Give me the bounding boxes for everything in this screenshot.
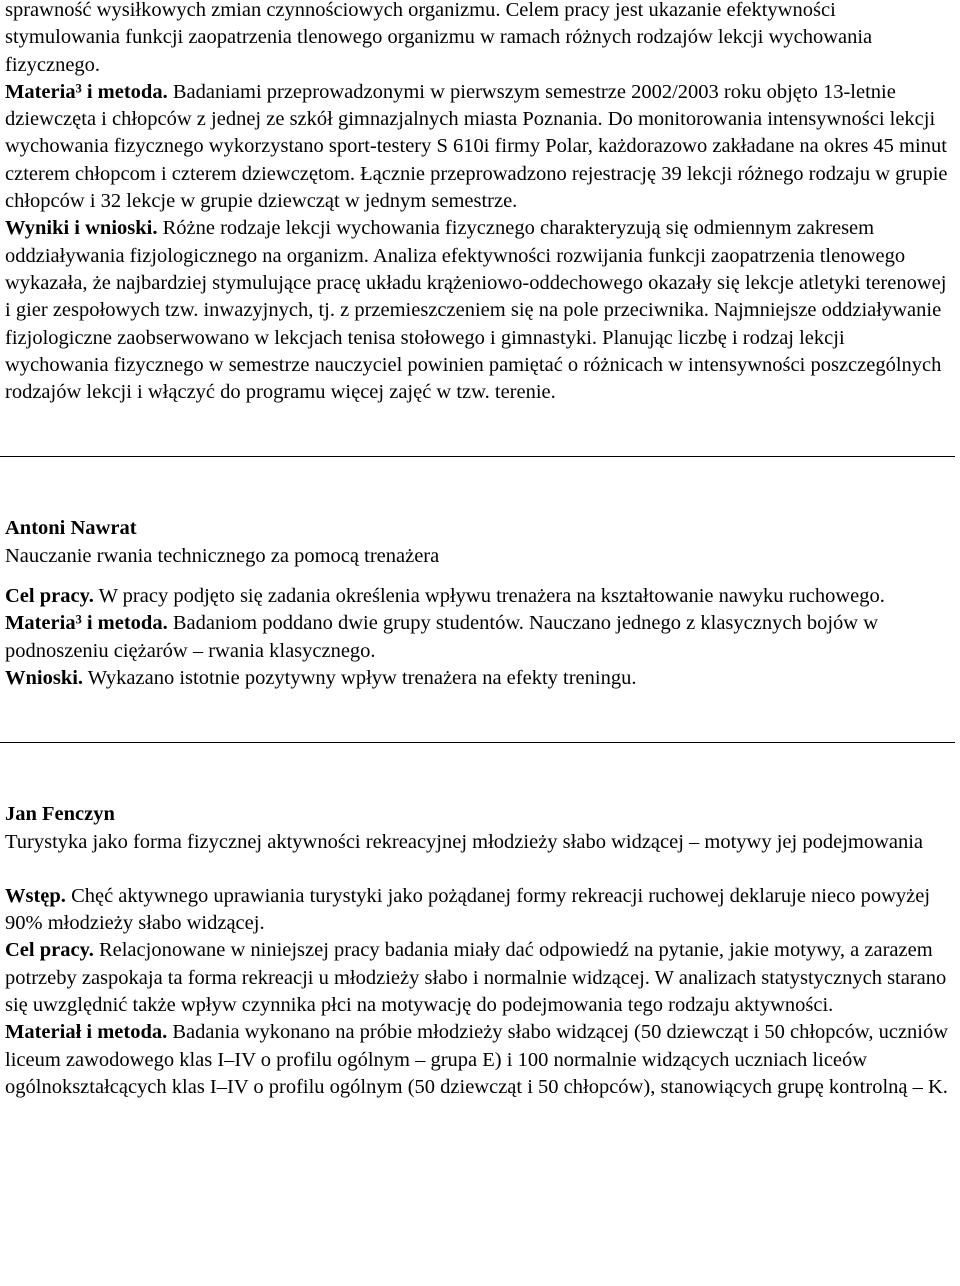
author-name: Jan Fenczyn	[5, 803, 115, 826]
results-paragraph	[5, 215, 953, 406]
aim-label: Cel pracy.	[5, 939, 94, 962]
conclusions-label: Wnioski.	[5, 666, 84, 689]
intro-label: Wstęp.	[5, 884, 66, 907]
results-label: Wyniki i wnioski.	[5, 217, 158, 240]
intro-text: Chęć aktywnego uprawiania turystyki jako pożądanej formy rekreacji ruchowej deklaruje nieco powyżej 90% młodzieży słabo widzącej.	[5, 884, 931, 935]
methods-paragraph	[5, 610, 953, 665]
aim-text: Relacjonowane w niniejszej pracy badania miały dać odpowiedź na pytanie, jakie motywy, a zarazem potrzeby zaspokaja ta forma rekreacji u młodzieży słabo i normalnie widzącej. W analizach statystycznych starano się uwzględnić także wpływ czynnika płci na motywację do podejmowania tego rodzaju aktywności.	[5, 939, 947, 1017]
conclusions-paragraph	[5, 665, 953, 692]
methods-paragraph	[5, 79, 953, 215]
intro-paragraph	[5, 883, 953, 938]
intro-paragraph	[5, 0, 953, 79]
aim-paragraph	[5, 937, 953, 1019]
author-name: Antoni Nawrat	[5, 517, 137, 540]
methods-text: Badaniami przeprowadzonymi w pierwszym semestrze 2002/2003 roku objęto 13-letnie dziewczęta i chłopców z jednej ze szkół gimnazjalnych miasta Poznania. Do monitorowania intensywności lekcji wychowania fizycznego wykorzystano sport-testery S 610i firmy Polar, każdorazowo zakładane na okres 45 minut czterem chłopcom i czterem dziewczętom. Łącznie przeprowadzono rejestrację 39 lekcji różnego rodzaju w grupie chłopców i 32 lekcje w grupie dziewcząt w jednym semestrze.	[5, 80, 948, 213]
abstract-fenczyn	[5, 801, 953, 1101]
aim-paragraph	[5, 583, 953, 610]
methods-label: Materia³ i metoda.	[5, 80, 168, 103]
aim-label: Cel pracy.	[5, 585, 94, 608]
document-page	[5, 0, 953, 1101]
conclusions-text: Wykazano istotnie pozytywny wpływ trenażera na efekty treningu.	[83, 666, 637, 689]
methods-text: Badania wykonano na próbie młodzieży słabo widzącej (50 dziewcząt i 50 chłopców, uczniów liceum zawodowego klas I–IV o profilu ogólnym – grupa E) i 100 normalnie widzących uczniach liceów ogólnokształcących klas I–IV o profilu ogólnym (50 dziewcząt i 50 chłopców), stanowiących grupę kontrolną – K.	[5, 1021, 949, 1098]
section-continuation	[5, 0, 953, 406]
abstract-title: Nauczanie rwania technicznego za pomocą trenażera	[5, 544, 440, 567]
methods-label: Materia³ i metoda.	[5, 612, 168, 635]
abstract-title: Turystyka jako forma fizycznej aktywności rekreacyjnej młodzieży słabo widzącej – motywy jej podejmowania	[5, 830, 924, 853]
intro-text: sprawność wysiłkowych zmian czynnościowych organizmu. Celem pracy jest ukazanie efektywności stymulowania funkcji zaopatrzenia tlenowego organizmu w ramach różnych rodzajów lekcji wychowania fizycznego.	[5, 0, 873, 76]
methods-label: Materiał i metoda.	[5, 1021, 168, 1044]
results-text: Różne rodzaje lekcji wychowania fizycznego charakteryzują się odmiennym zakresem oddziaływania fizjologicznego na organizm. Analiza efektywności rozwijania funkcji zaopatrzenia tlenowego wykazała, że najbardziej stymulujące pracę układu krążeniowo-oddechowego okazały się lekcje atletyki terenowej i gier zespołowych tzw. inwazyjnych, tj. z przemieszczeniem się na pole przeciwnika. Najmniejsze oddziaływanie fizjologiczne zaobserwowano w lekcjach tenisa stołowego i gimnastyki. Planując liczbę i rodzaj lekcji wychowania fizycznego w semestrze nauczyciel powinien pamiętać o różnicach w intensywności poszczególnych rodzajów lekcji i włączyć do programu więcej zajęć w tzw. terenie.	[5, 217, 947, 404]
abstract-nawrat	[5, 515, 953, 692]
methods-paragraph	[5, 1019, 953, 1101]
methods-text: Badaniom poddano dwie grupy studentów. Nauczano jednego z klasycznych bojów w podnoszeniu ciężarów – rwania klasycznego.	[5, 612, 878, 662]
aim-text: W pracy podjęto się zadania określenia wpływu trenażera na kształtowanie nawyku ruchowego.	[93, 585, 885, 608]
